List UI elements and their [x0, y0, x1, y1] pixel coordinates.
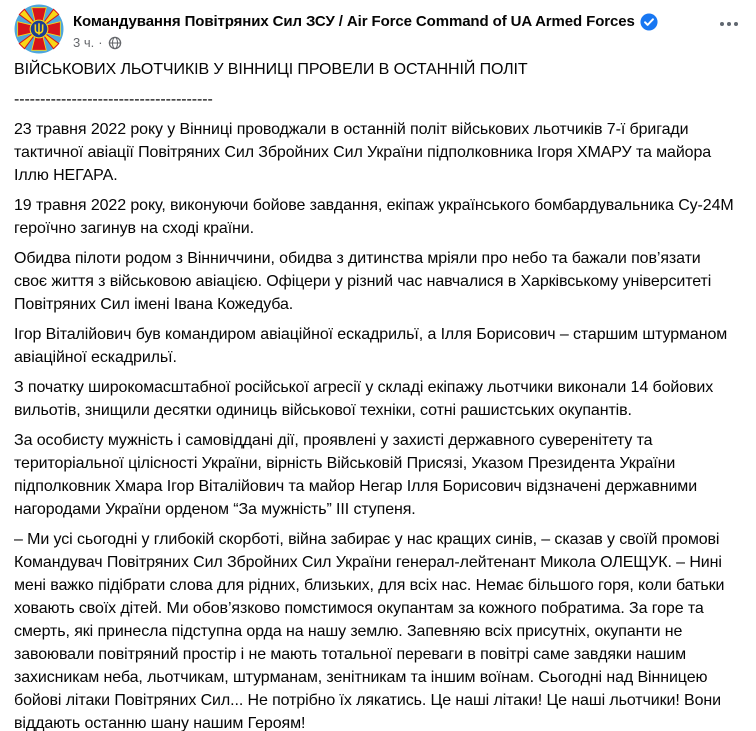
post-paragraph: 19 травня 2022 року, виконуючи бойове завдання, екіпаж українського бомбардувальника Су-24М героїчно загинув на сході країни.: [14, 197, 734, 237]
post-paragraph: Ігор Віталійович був командиром авіаційної ескадрильї, а Ілля Борисович – старшим штурманом авіаційної ескадрильї.: [14, 326, 728, 366]
timestamp-link[interactable]: 3 ч.: [73, 35, 95, 50]
post-paragraph: Обидва пілоти родом з Вінниччини, обидва з дитинства мріяли про небо та бажали пов’язати своє життя з військовою авіацією. Офіцери у різний час навчалися в Харківському університеті Повітряних Сил імені Івана Кожедуба.: [14, 250, 712, 313]
ellipsis-icon: [720, 22, 724, 26]
air-force-emblem-icon: [14, 4, 64, 54]
post-body: [0, 54, 756, 731]
post-title: ВІЙСЬКОВИХ ЛЬОТЧИКІВ У ВІННИЦІ ПРОВЕЛИ В ОСТАННІЙ ПОЛІТ: [14, 61, 528, 78]
post-header: [0, 0, 756, 54]
page-name-link[interactable]: Командування Повітряних Сил ЗСУ / Air Force Command of UA Armed Forces: [73, 13, 635, 30]
post-paragraph: – Ми усі сьогодні у глибокій скорботі, війна забирає у нас кращих синів, – сказав у своїй промові Командувач Повітряних Сил Збройних Сил України генерал-лейтенант Микола ОЛЕЩУК. – Нині мені важко підібрати слова для рідних, близьких, для всіх нас. Немає більшого горя, коли батьки ховають своїх дітей. Ми обов’язково помстимося окупантам за кожного побратима. За горе та смерть, які принесла підступна орда на нашу землю. Запевняю всіх присутніх, окупанти не завоювали повітряний простір і не мають тотальної переваги в повітрі саме завдяки нашим захисникам неба, льотчикам, штурманам, зенітникам та іншим воїнам. Сьогодні над Вінницею бойові літаки Повітряних Сил... Не потрібно їх лякатись. Це наші літаки! Це наші льотчики! Вони віддають останню шану нашим Героям!: [14, 531, 725, 731]
page-avatar[interactable]: [14, 4, 64, 54]
meta-dot-separator: ·: [98, 35, 103, 50]
post-paragraph: За особисту мужність і самовіддані дії, проявлені у захисті державного суверенітету та територіальної цілісності України, вірність Військовій Присязі, Указом Президента України підполковник Хмара Ігор Віталійович та майор Негар Ілля Борисович відзначені державними нагородами України орденом “За мужність” ІІІ ступеня.: [14, 432, 698, 518]
post-meta: [73, 35, 706, 50]
dashed-separator: --------------------------------------: [14, 91, 213, 108]
verified-badge-icon: [640, 13, 658, 31]
more-options-button[interactable]: [714, 12, 744, 36]
post-paragraph: З початку широкомасштабної російської агресії у складі екіпажу льотчики виконали 14 бойових вильотів, знищили десятки одиниць військової техніки, сотні рашистських окупантів.: [14, 379, 714, 419]
header-text-block: [64, 4, 706, 50]
globe-icon: [108, 36, 122, 50]
post-paragraph: 23 травня 2022 року у Вінниці проводжали в останній політ військових льотчиків 7-ї бригади тактичної авіації Повітряних Сил Збройних Сил України підполковника Ігоря ХМАРУ та майора Іллю НЕГАРА.: [14, 121, 712, 184]
